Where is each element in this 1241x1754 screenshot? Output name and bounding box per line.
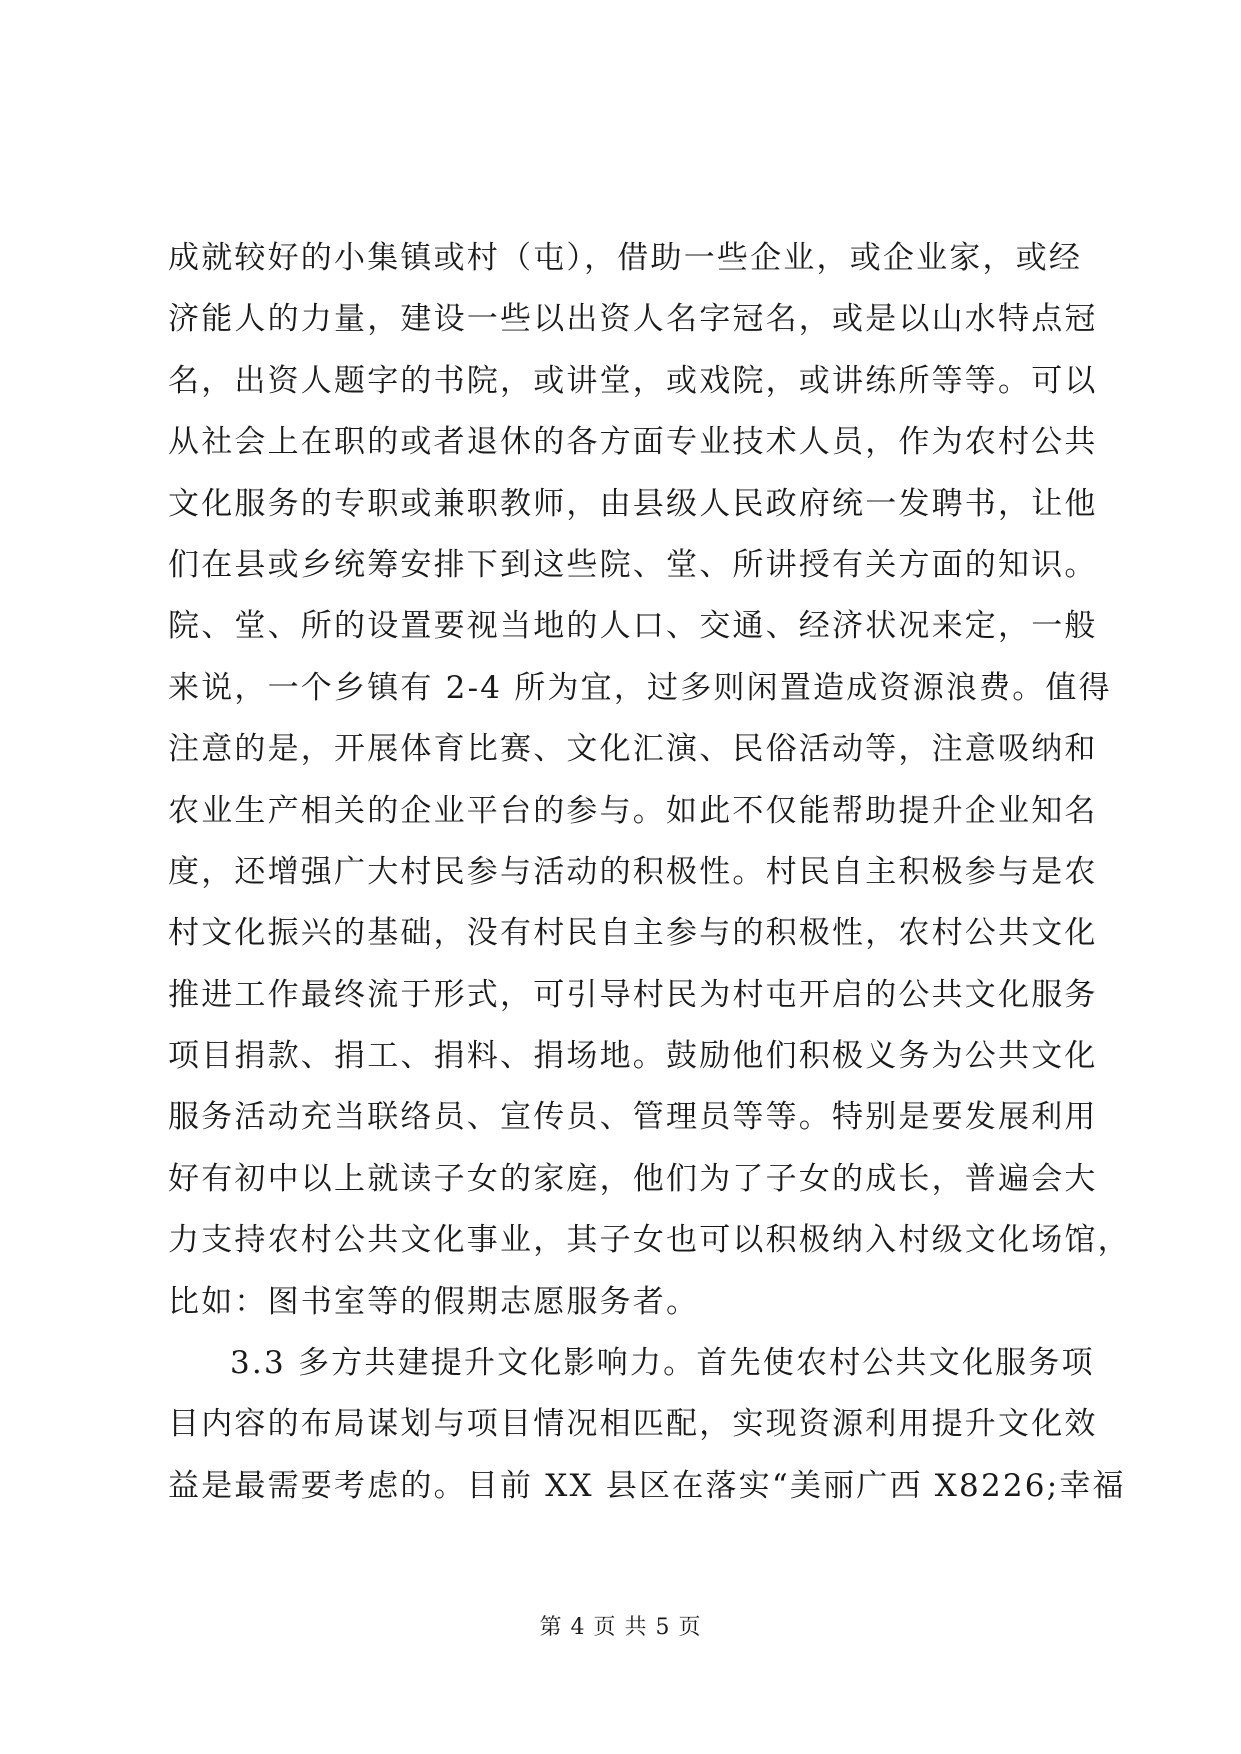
section-heading-line: 3.3 多方共建提升文化影响力。首先使农村公共文化服务项 bbox=[230, 1345, 1095, 1382]
text-line: 来说，一个乡镇有 2-4 所为宜，过多则闲置造成资源浪费。值得 bbox=[168, 669, 1112, 706]
text-line: 推进工作最终流于形式，可引导村民为村屯开启的公共文化服务 bbox=[168, 976, 1098, 1013]
text-line: 好有初中以上就读子女的家庭，他们为了子女的成长，普遍会大 bbox=[168, 1160, 1098, 1197]
text-line: 院、堂、所的设置要视当地的人口、交通、经济状况来定，一般 bbox=[168, 608, 1098, 645]
text-line: 度，还增强广大村民参与活动的积极性。村民自主积极参与是农 bbox=[168, 853, 1098, 890]
body-text bbox=[168, 228, 1131, 1517]
text-line: 村文化振兴的基础，没有村民自主参与的积极性，农村公共文化 bbox=[168, 915, 1098, 952]
text-line: 力支持农村公共文化事业，其子女也可以积极纳入村级文化场馆， bbox=[168, 1222, 1131, 1259]
text-line: 注意的是，开展体育比赛、文化汇演、民俗活动等，注意吸纳和 bbox=[168, 731, 1098, 768]
text-line: 服务活动充当联络员、宣传员、管理员等等。特别是要发展利用 bbox=[168, 1099, 1098, 1136]
text-line: 比如：图书室等的假期志愿服务者。 bbox=[168, 1283, 700, 1320]
text-line: 益是最需要考虑的。目前 XX 县区在落实“美丽广西 X8226;幸福 bbox=[168, 1467, 1126, 1504]
text-line: 们在县或乡统筹安排下到这些院、堂、所讲授有关方面的知识。 bbox=[168, 546, 1098, 583]
text-line: 济能人的力量，建设一些以出资人名字冠名，或是以山水特点冠 bbox=[168, 301, 1098, 338]
text-line: 从社会上在职的或者退休的各方面专业技术人员，作为农村公共 bbox=[168, 424, 1098, 461]
text-line: 目内容的布局谋划与项目情况相匹配，实现资源利用提升文化效 bbox=[168, 1406, 1098, 1443]
page-number-footer: 第 4 页 共 5 页 bbox=[539, 1615, 702, 1640]
text-line: 文化服务的专职或兼职教师，由县级人民政府统一发聘书，让他 bbox=[168, 485, 1098, 522]
text-line: 名，出资人题字的书院，或讲堂，或戏院，或讲练所等等。可以 bbox=[168, 362, 1098, 399]
text-line: 农业生产相关的企业平台的参与。如此不仅能帮助提升企业知名 bbox=[168, 792, 1098, 829]
text-line: 项目捐款、捐工、捐料、捐场地。鼓励他们积极义务为公共文化 bbox=[168, 1038, 1098, 1075]
text-line: 成就较好的小集镇或村（屯），借助一些企业，或企业家，或经 bbox=[168, 240, 1083, 276]
